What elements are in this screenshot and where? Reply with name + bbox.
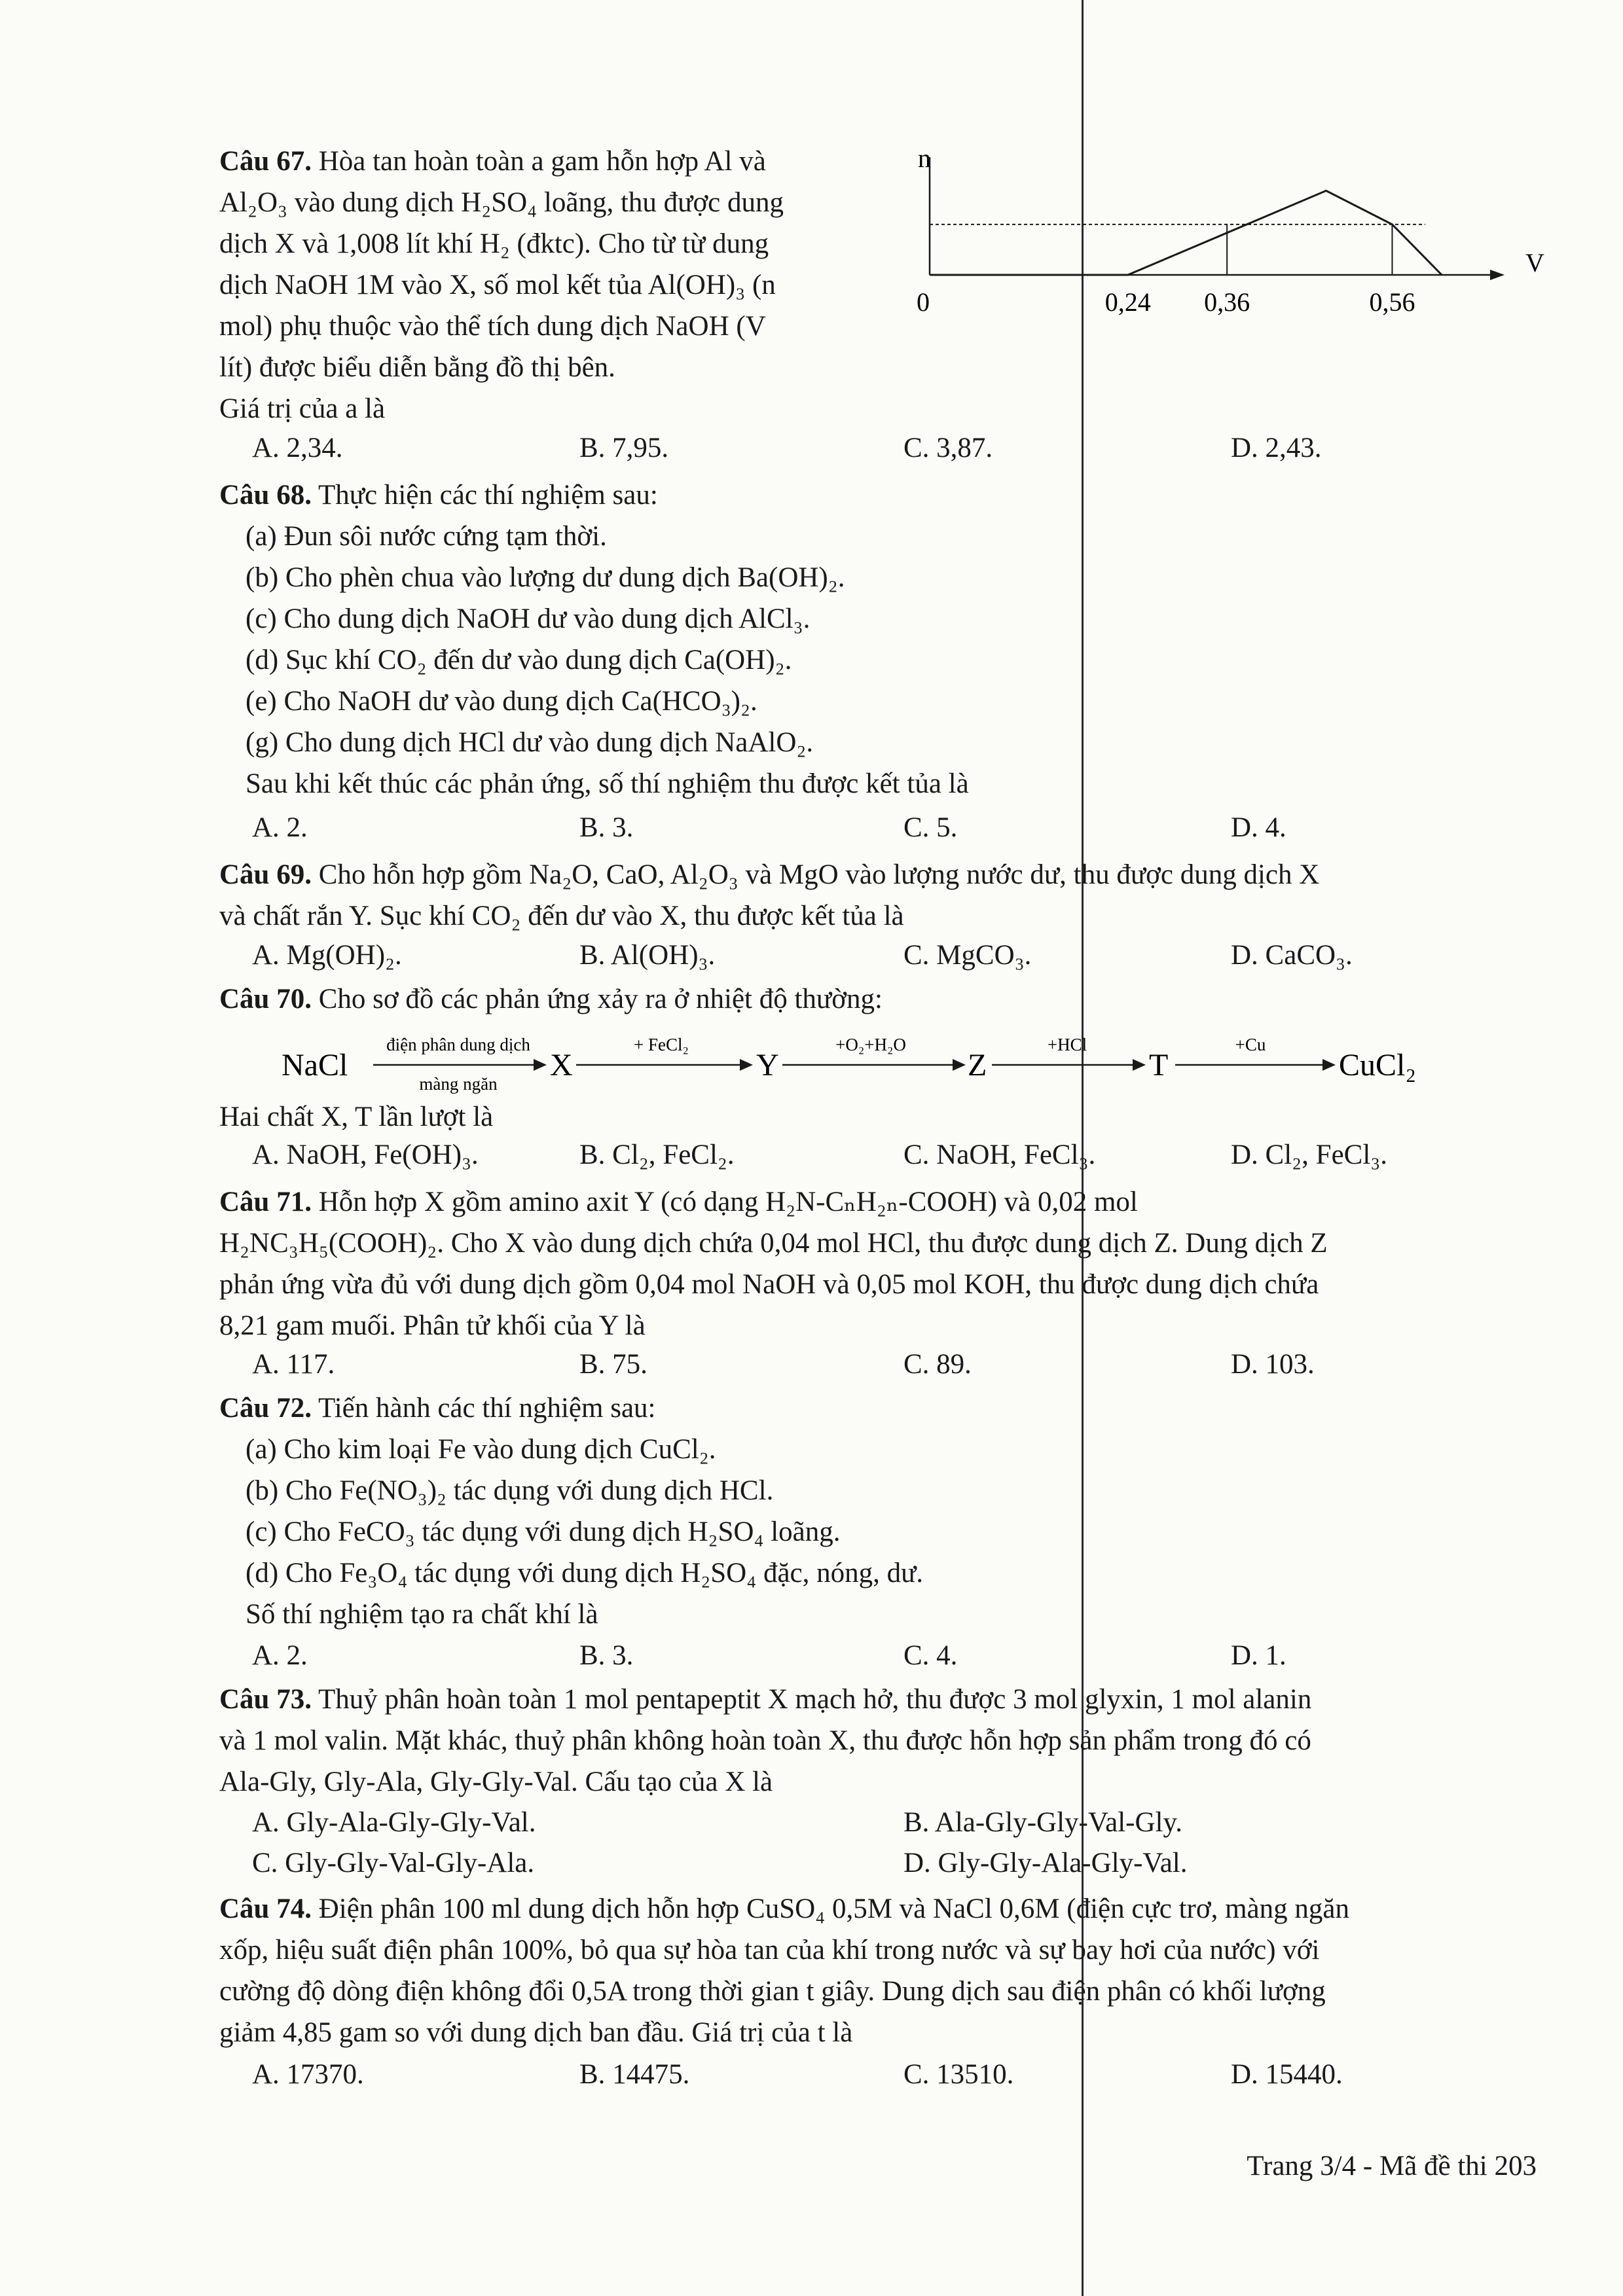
origin-label: 0	[917, 287, 930, 317]
option-b[interactable]: B. Ala-Gly-Gly-Val-Gly.	[903, 1807, 1182, 1838]
option-c[interactable]: C. MgCO₃.	[903, 940, 1032, 971]
species-z: Z	[968, 1048, 987, 1083]
experiment-item: (e) Cho NaOH dư vào dung dịch Ca(HCO₃)₂.	[246, 686, 757, 717]
options-71	[252, 1348, 1535, 1390]
option-c[interactable]: C. 89.	[903, 1349, 972, 1380]
question-label: Câu 71.	[219, 1187, 312, 1217]
condition-above: +O₂+H₂O	[835, 1035, 906, 1054]
options-68	[252, 812, 1535, 853]
question-label: Câu 69.	[219, 859, 312, 890]
experiment-item: (d) Cho Fe₃O₄ tác dụng với dung dịch H₂SO₄ đặc, nóng, dư.	[246, 1558, 924, 1588]
species-t: T	[1149, 1048, 1169, 1083]
options-72	[252, 1640, 1535, 1681]
question-68	[219, 475, 1535, 804]
options-67	[252, 432, 1535, 473]
experiment-item: (b) Cho phèn chua vào lượng dư dung dịch Ba(OH)₂.	[246, 562, 845, 593]
question-text: Điện phân 100 ml dung dịch hỗn hợp CuSO₄ 0,5M và NaCl 0,6M (điện cực trơ, màng ngăn	[318, 1893, 1349, 1924]
question-74	[219, 1888, 1535, 2053]
question-label: Câu 73.	[219, 1684, 312, 1715]
question-text: và chất rắn Y. Sục khí CO₂ đến dư vào X, thu được kết tủa là	[219, 901, 904, 931]
option-d[interactable]: D. CaCO₃.	[1231, 940, 1353, 971]
option-b[interactable]: B. 7,95.	[579, 433, 669, 463]
option-b[interactable]: B. 3.	[579, 812, 634, 843]
option-a[interactable]: A. 2.	[252, 1640, 308, 1671]
x-axis-arrow-icon	[1490, 270, 1504, 280]
option-d[interactable]: D. Cl₂, FeCl₃.	[1231, 1139, 1388, 1170]
condition-below: màng ngăn	[419, 1074, 498, 1094]
x-axis-label: V	[1525, 248, 1544, 278]
question-67	[219, 141, 874, 429]
option-c[interactable]: C. NaOH, FeCl₃.	[903, 1139, 1096, 1170]
x-tick-label: 0,56	[1369, 287, 1415, 317]
option-b[interactable]: B. 75.	[579, 1349, 647, 1380]
arrow-head	[740, 1059, 753, 1071]
question-69	[219, 854, 1535, 937]
option-d[interactable]: D. 4.	[1231, 812, 1286, 843]
question-72	[219, 1388, 1535, 1635]
reaction-scheme	[282, 1024, 1525, 1103]
option-d[interactable]: D. 103.	[1231, 1349, 1315, 1380]
experiment-item: (g) Cho dung dịch HCl dư vào dung dịch NaAlO₂.	[246, 727, 814, 758]
experiment-item: (b) Cho Fe(NO₃)₂ tác dụng với dung dịch HCl.	[246, 1475, 774, 1506]
y-axis-label: n	[918, 143, 931, 173]
option-d[interactable]: D. 1.	[1231, 1640, 1286, 1671]
option-a[interactable]: A. 17370.	[252, 2059, 364, 2090]
question-71	[219, 1181, 1535, 1346]
arrow-head	[953, 1059, 966, 1071]
question-text: mol) phụ thuộc vào thể tích dung dịch NaOH (V	[219, 311, 766, 342]
experiment-item: (c) Cho FeCO₃ tác dụng với dung dịch H₂SO₄ loãng.	[246, 1516, 841, 1547]
question-label: Câu 74.	[219, 1893, 312, 1924]
options-73-row1	[252, 1806, 1535, 1848]
question-text: xốp, hiệu suất điện phân 100%, bỏ qua sự hòa tan của khí trong nước và sự bay hơi của nước) với	[219, 1935, 1320, 1965]
option-c[interactable]: C. Gly-Gly-Val-Gly-Ala.	[252, 1848, 535, 1878]
option-c[interactable]: C. 3,87.	[903, 433, 993, 463]
condition-above: +Cu	[1235, 1035, 1266, 1054]
option-b[interactable]: B. Al(OH)₃.	[579, 940, 716, 971]
question-text: Cho sơ đồ các phản ứng xảy ra ở nhiệt độ thường:	[318, 984, 883, 1014]
question-text: lít) được biểu diễn bằng đồ thị bên.	[219, 352, 615, 383]
experiment-item: (a) Cho kim loại Fe vào dung dịch CuCl₂.	[246, 1434, 716, 1465]
options-73-row2	[252, 1847, 1535, 1888]
question-text: Thực hiện các thí nghiệm sau:	[318, 480, 658, 511]
question-text: Giá trị của a là	[219, 393, 386, 424]
question-70-prompt	[219, 1096, 1535, 1138]
question-prompt: Sau khi kết thúc các phản ứng, số thí nghiệm thu được kết tủa là	[246, 768, 969, 799]
question-text: và 1 mol valin. Mặt khác, thuỷ phân không hoàn toàn X, thu được hỗn hợp sản phẩm trong đó có	[219, 1725, 1311, 1756]
question-text: Hỗn hợp X gồm amino axit Y (có dạng H₂N-CₙH₂ₙ-COOH) và 0,02 mol	[318, 1187, 1138, 1217]
question-text: dịch NaOH 1M vào X, số mol kết tủa Al(OH)₃ (n	[219, 270, 776, 300]
experiment-item: (d) Sục khí CO₂ đến dư vào dung dịch Ca(OH)₂.	[246, 645, 792, 675]
question-text: phản ứng vừa đủ với dung dịch gồm 0,04 mol NaOH và 0,05 mol KOH, thu được dung dịch chứa	[219, 1269, 1319, 1300]
question-text: cường độ dòng điện không đổi 0,5A trong thời gian t giây. Dung dịch sau điện phân có khối lượng	[219, 1976, 1326, 2007]
question-text: Tiến hành các thí nghiệm sau:	[318, 1393, 656, 1424]
option-d[interactable]: D. 15440.	[1231, 2059, 1343, 2090]
question-text: Al₂O₃ vào dung dịch H₂SO₄ loãng, thu được dung	[219, 187, 784, 218]
x-tick-label: 0,24	[1104, 287, 1151, 317]
question-label: Câu 72.	[219, 1393, 312, 1424]
page-footer: Trang 3/4 - Mã đề thi 203	[1247, 2151, 1537, 2181]
experiment-item: (a) Đun sôi nước cứng tạm thời.	[246, 521, 607, 552]
options-74	[252, 2058, 1535, 2100]
experiment-item: (c) Cho dung dịch NaOH dư vào dung dịch AlCl₃.	[246, 603, 811, 634]
x-tick-label: 0,36	[1204, 287, 1250, 317]
arrow-head	[1133, 1059, 1146, 1071]
option-d[interactable]: D. Gly-Gly-Ala-Gly-Val.	[903, 1848, 1188, 1878]
option-b[interactable]: B. 14475.	[579, 2059, 690, 2090]
species-nacl: NaCl	[282, 1048, 348, 1083]
question-text: Hai chất X, T lần lượt là	[219, 1102, 494, 1132]
species-cucl2: CuCl₂	[1339, 1048, 1417, 1083]
option-d[interactable]: D. 2,43.	[1231, 433, 1322, 463]
option-a[interactable]: A. NaOH, Fe(OH)₃.	[252, 1139, 479, 1170]
question-text: H₂NC₃H₅(COOH)₂. Cho X vào dung dịch chứa 0,04 mol HCl, thu được dung dịch Z. Dung dịch Z	[219, 1228, 1328, 1259]
options-69	[252, 939, 1535, 980]
condition-above: + FeCl₂	[634, 1035, 689, 1054]
species-x: X	[550, 1048, 573, 1083]
question-70	[219, 978, 1535, 1020]
condition-above: điện phân dung dịch	[386, 1035, 530, 1054]
question-text: giảm 4,85 gam so với dung dịch ban đầu. Giá trị của t là	[219, 2017, 853, 2048]
question-label: Câu 67.	[219, 146, 312, 177]
option-a[interactable]: A. Gly-Ala-Gly-Gly-Val.	[252, 1807, 536, 1838]
option-a[interactable]: A. 117.	[252, 1349, 335, 1380]
question-label: Câu 70.	[219, 984, 312, 1014]
question-text: Thuỷ phân hoàn toàn 1 mol pentapeptit X mạch hở, thu được 3 mol glyxin, 1 mol alanin	[318, 1684, 1312, 1715]
precipitate-graph	[910, 141, 1544, 357]
question-text: Hòa tan hoàn toàn a gam hỗn hợp Al và	[318, 146, 766, 177]
option-c[interactable]: C. 5.	[903, 812, 958, 843]
arrow-head	[1322, 1059, 1336, 1071]
question-text: Ala-Gly, Gly-Ala, Gly-Gly-Val. Cấu tạo của X là	[219, 1767, 773, 1797]
question-text: Cho hỗn hợp gồm Na₂O, CaO, Al₂O₃ và MgO vào lượng nước dư, thu được dung dịch X	[318, 859, 1320, 890]
options-70	[252, 1139, 1535, 1180]
question-label: Câu 68.	[219, 480, 312, 511]
precipitate-series-line	[930, 190, 1442, 275]
option-a[interactable]: A. 2.	[252, 812, 308, 843]
question-prompt: Số thí nghiệm tạo ra chất khí là	[246, 1599, 598, 1630]
option-a[interactable]: A. Mg(OH)₂.	[252, 940, 402, 971]
option-c[interactable]: C. 13510.	[903, 2059, 1014, 2090]
condition-above: +HCl	[1047, 1035, 1087, 1054]
option-c[interactable]: C. 4.	[903, 1640, 958, 1671]
option-b[interactable]: B. Cl₂, FeCl₂.	[579, 1139, 735, 1170]
option-a[interactable]: A. 2,34.	[252, 433, 343, 463]
option-b[interactable]: B. 3.	[579, 1640, 634, 1671]
question-text: dịch X và 1,008 lít khí H₂ (đktc). Cho từ từ dung	[219, 228, 769, 259]
arrow-head	[534, 1059, 547, 1071]
question-73	[219, 1679, 1535, 1803]
question-text: 8,21 gam muối. Phân tử khối của Y là	[219, 1310, 646, 1341]
species-y: Y	[756, 1048, 779, 1083]
